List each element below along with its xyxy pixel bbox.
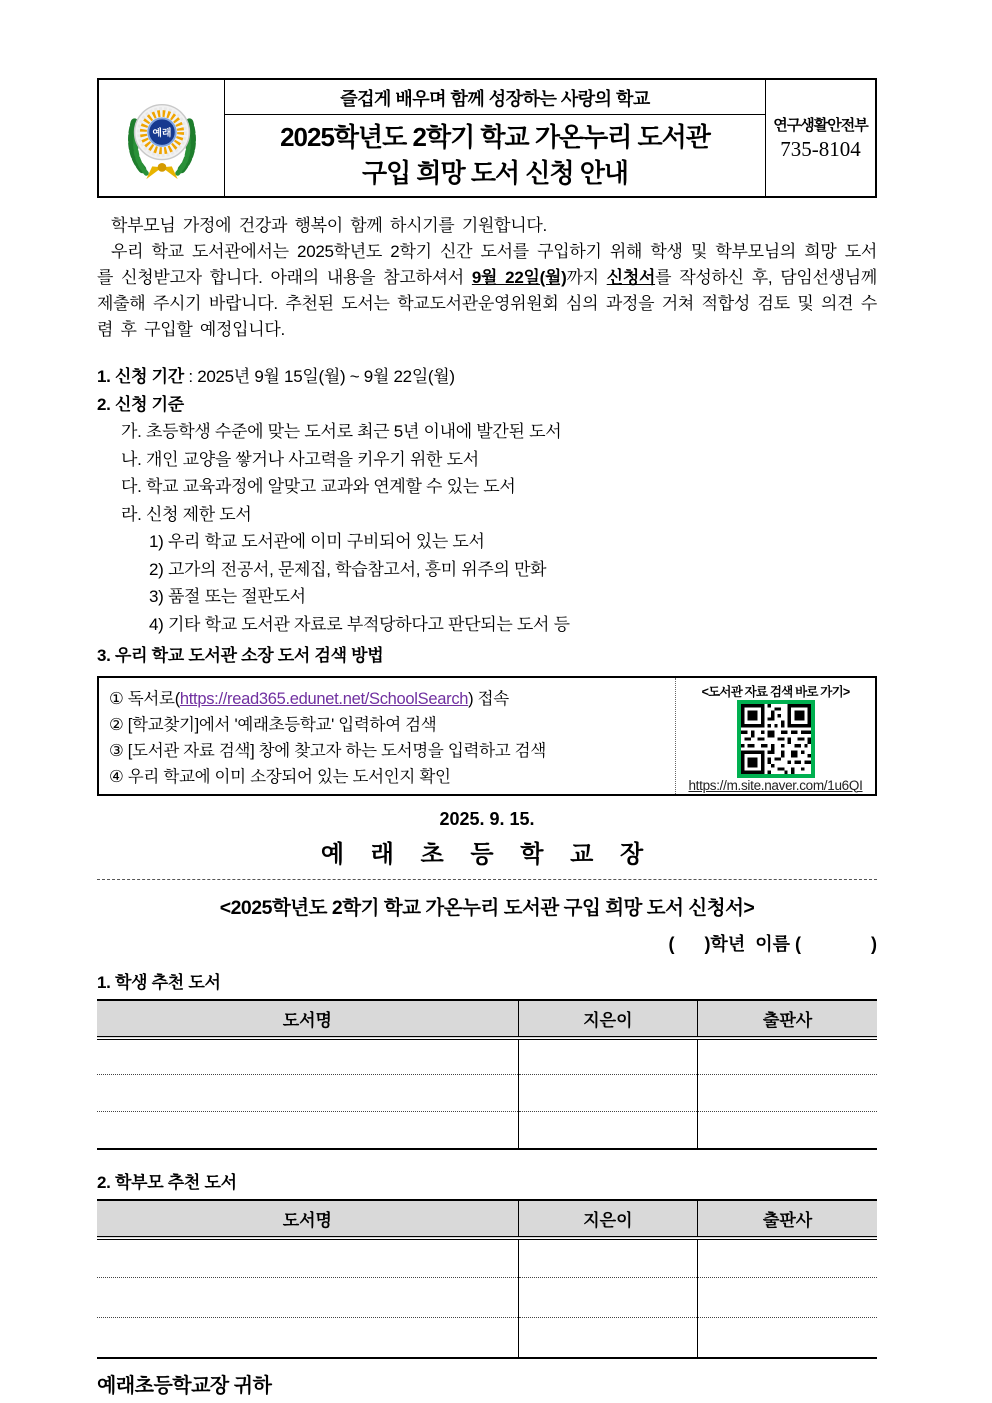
school-emblem-icon [113, 89, 211, 187]
book-title-cell[interactable] [97, 1318, 518, 1358]
greeting-paragraph: 학부모님 가정에 건강과 행복이 함께 하시기를 기원합니다. [111, 216, 547, 235]
criteria-item: 가. 초등학생 수준에 맞는 도서로 최근 5년 이내에 발간된 도서 [121, 422, 562, 441]
section-3-label: 3. 우리 학교 도서관 소장 도서 검색 방법 [97, 646, 384, 665]
restriction-item: 2) 고가의 전공서, 문제집, 학습참고서, 흥미 위주의 만화 [149, 559, 547, 579]
publisher-cell[interactable] [698, 1112, 877, 1149]
author-cell[interactable] [518, 1112, 697, 1149]
search-steps [99, 678, 675, 794]
restriction-item: 4) 기타 학교 도서관 자료로 부적당하다고 판단되는 도서 등 [149, 614, 570, 634]
criteria-item: 다. 학교 교육과정에 알맞고 교과와 연계할 수 있는 도서 [121, 477, 516, 496]
publisher-cell[interactable] [698, 1038, 877, 1075]
table-row [97, 1075, 877, 1112]
search-step-2: ② [학교찾기]에서 '예래초등학교' 입력하여 검색 [109, 715, 437, 734]
form-title: <2025학년도 2학기 학교 가온누리 도서관 구입 희망 도서 신청서> [219, 896, 755, 919]
department-name: 연구생활안전부 [773, 117, 868, 134]
publisher-cell[interactable] [698, 1075, 877, 1112]
author-cell[interactable] [518, 1075, 697, 1112]
criteria-item: 라. 신청 제한 도서 [121, 504, 252, 524]
col-author: 지은이 [518, 1000, 697, 1038]
table-row [97, 1112, 877, 1149]
table-row [97, 1038, 877, 1075]
search-instructions-box [97, 676, 877, 796]
table-row [97, 1278, 877, 1318]
issue-date: 2025. 9. 15. [439, 808, 535, 829]
intro-text-after: 를 작성하신 후, 담임선생님께 제출해 주시기 바랍니다. 추천된 도서는 학교도서관운영위원회 심의 과정을 거쳐 적합성 검토 및 의견 수렴 후 구입할 예정입니다. [97, 268, 877, 339]
search-step-4: ④ 우리 학교에 이미 소장되어 있는 도서인지 확인 [109, 768, 451, 787]
read365-link[interactable]: https://read365.edunet.net/SchoolSearch [179, 689, 469, 708]
student-books-table [97, 999, 877, 1150]
col-book-title: 도서명 [97, 1000, 518, 1038]
book-title-cell[interactable] [97, 1238, 518, 1278]
book-title-cell[interactable] [97, 1278, 518, 1318]
table-header-row [97, 1200, 877, 1238]
book-title-cell[interactable] [97, 1112, 518, 1149]
document-title-line1: 2025학년도 2학기 학교 가온누리 도서관 [280, 122, 710, 153]
table-row [97, 1318, 877, 1358]
criteria-item: 나. 개인 교양을 쌓거나 사고력을 키우기 위한 도서 [121, 449, 479, 469]
publisher-cell[interactable] [698, 1238, 877, 1278]
author-cell[interactable] [518, 1318, 697, 1358]
section-1-value: : 2025년 9월 15일(월) ~ 9월 22일(월) [183, 367, 455, 386]
step1-post-text: ) 접속 [468, 689, 509, 708]
search-step-3: ③ [도서관 자료 검색] 창에 찾고자 하는 도서명을 입력하고 검색 [109, 742, 546, 761]
publisher-cell[interactable] [698, 1318, 877, 1358]
qr-code-icon [741, 704, 811, 774]
deadline-emphasis: 9월 22일(월) [471, 268, 567, 287]
school-logo [99, 80, 225, 196]
cut-line [97, 879, 877, 880]
author-cell[interactable] [518, 1238, 697, 1278]
qr-short-link[interactable]: https://m.site.naver.com/1u6QI [688, 777, 863, 793]
restriction-item: 1) 우리 학교 도서관에 이미 구비되어 있는 도서 [149, 532, 485, 551]
book-title-cell[interactable] [97, 1038, 518, 1075]
phone-number: 735-8104 [780, 137, 861, 161]
header-contact [765, 80, 875, 196]
logo-text: 예래 [152, 128, 171, 140]
publisher-cell[interactable] [698, 1278, 877, 1318]
author-cell[interactable] [518, 1278, 697, 1318]
parent-books-table [97, 1199, 877, 1359]
restriction-item: 3) 품절 또는 절판도서 [149, 587, 306, 606]
qr-panel [675, 678, 875, 794]
qr-code [737, 700, 815, 778]
col-author: 지은이 [518, 1200, 697, 1238]
table2-title: 2. 학부모 추천 도서 [97, 1172, 237, 1192]
form-word-emphasis: 신청서 [606, 268, 656, 287]
qr-caption: <도서관 자료 검색 바로 가기> [701, 684, 850, 699]
intro-text-mid: 까지 [566, 268, 607, 287]
step1-pre-text: ① 독서로( [109, 689, 180, 708]
document-title [225, 115, 765, 196]
header-center [225, 80, 765, 196]
col-book-title: 도서명 [97, 1200, 518, 1238]
table1-title: 1. 학생 추천 도서 [97, 972, 221, 992]
section-1 [97, 363, 877, 391]
section-1-label: 1. 신청 기간 [97, 367, 184, 386]
col-publisher: 출판사 [698, 1000, 877, 1038]
intro-text-before: 우리 학교 도서관에서는 2025학년도 2학기 신간 도서를 구입하기 위해 학생 및 학부모님의 희망 도서를 신청받고자 합니다. 아래의 내용을 참고하셔서 [97, 242, 877, 287]
intro-paragraph [97, 239, 877, 343]
table-row [97, 1238, 877, 1278]
search-step-1 [109, 685, 675, 709]
book-title-cell[interactable] [97, 1075, 518, 1112]
author-cell[interactable] [518, 1038, 697, 1075]
col-publisher: 출판사 [698, 1200, 877, 1238]
principal-signature: 예 래 초 등 학 교 장 [320, 840, 654, 868]
section-2-label: 2. 신청 기준 [97, 394, 184, 414]
grade-name-fields[interactable]: ( )학년 이름 ( ) [668, 933, 877, 954]
document-page [97, 0, 877, 1398]
school-slogan: 즐겁게 배우며 함께 성장하는 사랑의 학교 [225, 80, 765, 115]
recipient-line: 예래초등학교장 귀하 [97, 1374, 272, 1397]
document-title-line2: 구입 희망 도서 신청 안내 [361, 157, 629, 188]
letterhead [97, 78, 877, 198]
table-header-row [97, 1000, 877, 1038]
